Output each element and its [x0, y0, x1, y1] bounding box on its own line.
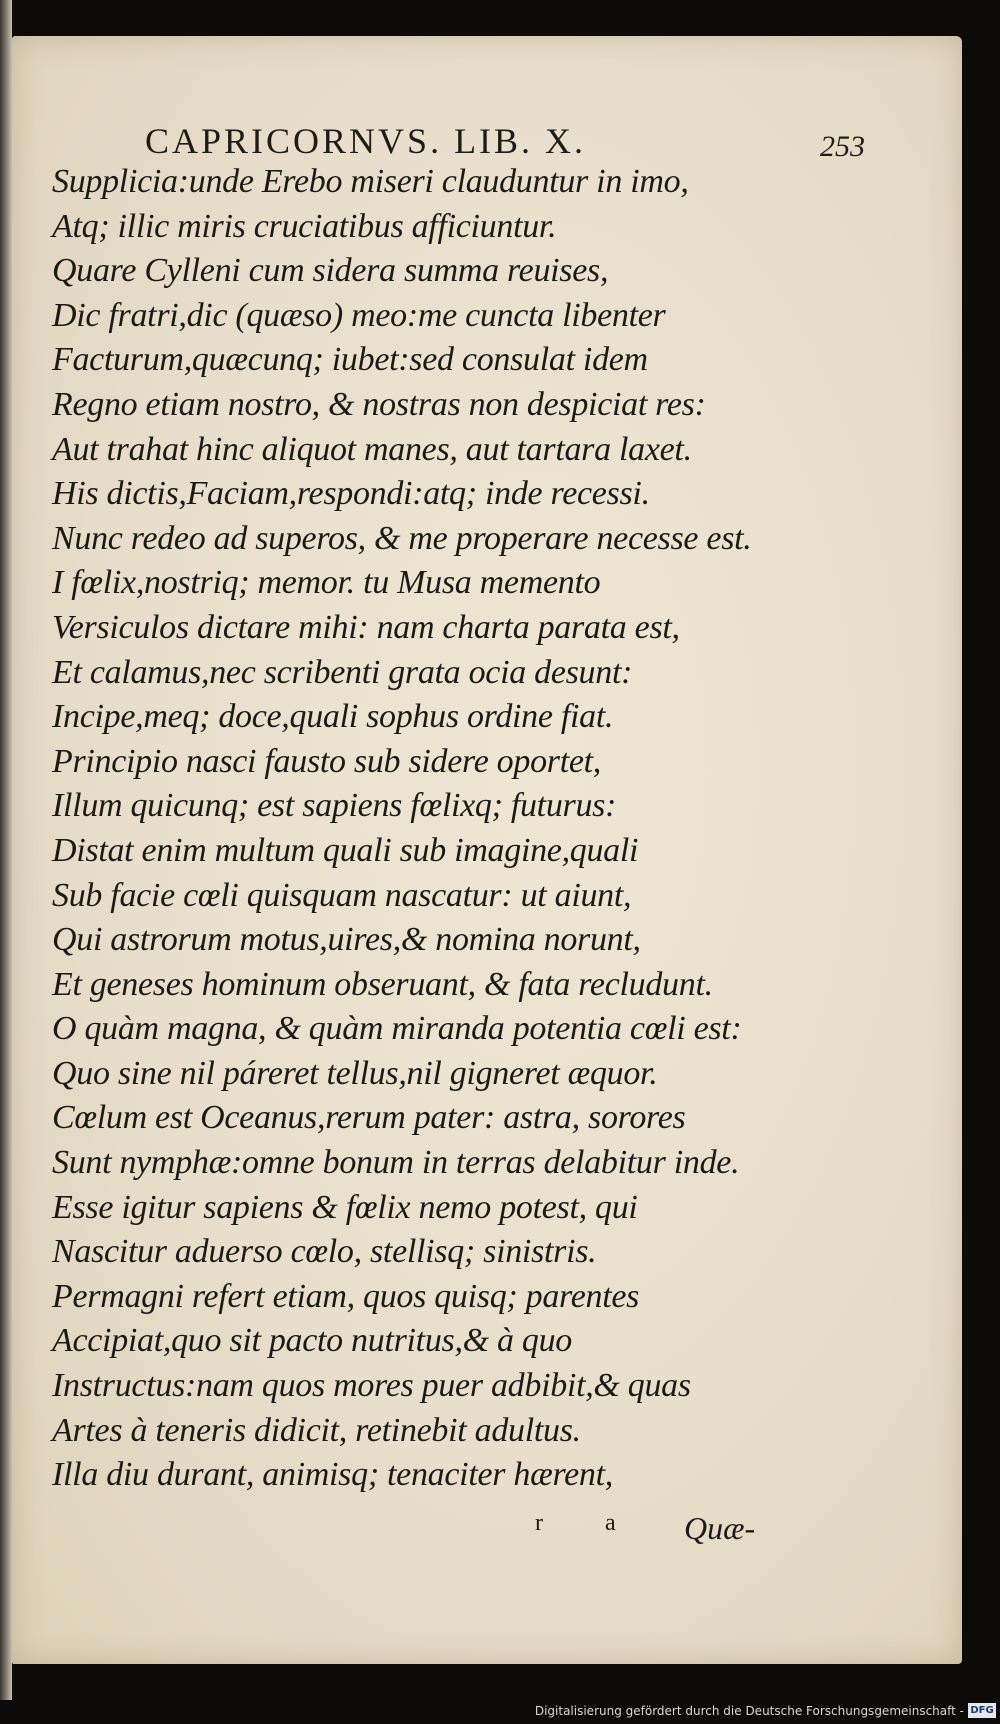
verse-line: Regno etiam nostro, & nostras non despiciat res:	[52, 385, 706, 423]
catchword: Quæ-	[684, 1510, 756, 1546]
verse-line: Atq; illic miris cruciatibus afficiuntur.	[52, 207, 557, 245]
verse-line: Permagni refert etiam, quos quisq; parentes	[52, 1277, 640, 1315]
page-edge	[0, 0, 12, 1700]
page-number: 253	[820, 130, 865, 163]
signature-marks: r a	[535, 1510, 644, 1536]
verse-line: Facturum,quæcunq; iubet:sed consulat idem	[52, 341, 648, 379]
verse-line: Quare Cylleni cum sidera summa reuises,	[52, 252, 609, 290]
verse-block	[52, 160, 812, 1498]
digitization-credit: Digitalisierung gefördert durch die Deutsche Forschungsgemeinschaft -	[534, 1704, 964, 1718]
verse-line: Quo sine nil páreret tellus,nil gigneret æquor.	[52, 1054, 658, 1092]
verse-line: Principio nasci fausto sub sidere oportet,	[52, 742, 601, 780]
verse-line: Sunt nymphæ:omne bonum in terras delabitur inde.	[52, 1144, 740, 1182]
verse-line: Dic fratri,dic (quæso) meo:me cuncta libenter	[52, 296, 666, 334]
verse-line: Aut trahat hinc aliquot manes, aut tartara laxet.	[52, 430, 692, 468]
verse-line: Versiculos dictare mihi: nam charta parata est,	[52, 608, 680, 646]
verse-line: Artes à teneris didicit, retinebit adultus.	[52, 1411, 581, 1449]
book-page	[12, 36, 962, 1664]
verse-line: Illa diu durant, animisq; tenaciter hærent,	[52, 1456, 613, 1494]
verse-line: Nunc redeo ad superos, & me properare necesse est.	[52, 519, 752, 557]
verse-line: Illum quicunq; est sapiens fœlixq; futurus:	[52, 787, 617, 825]
verse-line: Sub facie cœli quisquam nascatur: ut aiunt,	[52, 876, 632, 914]
verse-line: O quàm magna, & quàm miranda potentia cœli est:	[52, 1010, 742, 1048]
verse-line: His dictis,Faciam,respondi:atq; inde recessi.	[52, 475, 650, 513]
verse-line: Qui astrorum motus,uires,& nomina norunt,	[52, 921, 641, 959]
running-head-title: CAPRICORNVS. LIB. X.	[145, 121, 587, 161]
dfg-logo: DFG	[968, 1703, 996, 1718]
verse-line: Esse igitur sapiens & fœlix nemo potest, qui	[52, 1188, 638, 1226]
verse-line: I fœlix,nostriq; memor. tu Musa memento	[52, 564, 601, 602]
verse-line: Accipiat,quo sit pacto nutritus,& à quo	[52, 1322, 572, 1360]
verse-line: Et calamus,nec scribenti grata ocia desunt:	[52, 653, 633, 691]
verse-line: Instructus:nam quos mores puer adbibit,& quas	[52, 1367, 691, 1405]
verse-line: Supplicia:unde Erebo miseri clauduntur in imo,	[52, 163, 689, 200]
verse-line: Incipe,meq; doce,quali sophus ordine fiat.	[52, 698, 614, 736]
verse-line: Cœlum est Oceanus,rerum pater: astra, sorores	[52, 1099, 686, 1137]
verse-line: Distat enim multum quali sub imagine,quali	[52, 831, 639, 869]
verse-line: Et geneses hominum obseruant, & fata recludunt.	[52, 965, 713, 1003]
verse-line: Nascitur aduerso cœlo, stellisq; sinistris.	[52, 1233, 597, 1271]
